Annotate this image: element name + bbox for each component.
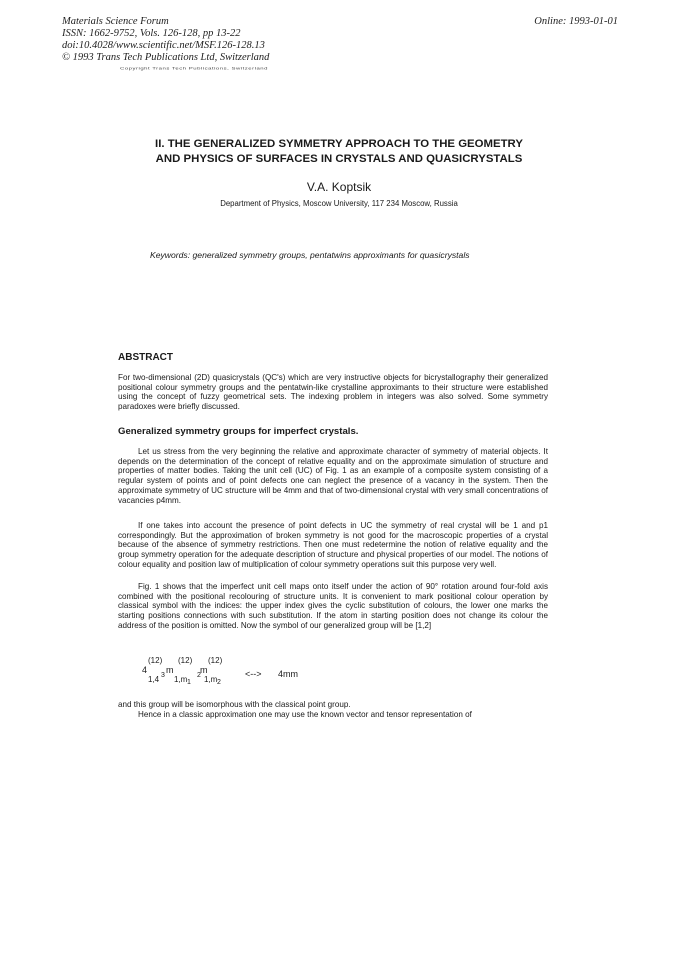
formula-arrow: <--> <box>245 669 262 679</box>
formula-lower-3: 1,m <box>204 675 218 684</box>
formula-result: 4mm <box>278 669 298 679</box>
abstract-text: For two-dimensional (2D) quasicrystals (QC's) which are very instructive objects for bicrystallography their generalized positional colour symmetry groups and the pentatwin-like crystalline approximants to their structure were established using the concept of fuzzy geometrical sets. The indexing problem in integers was also solved. Some symmetry paradoxes were briefly discussed. <box>118 373 548 412</box>
formula-sup-2: 2 <box>197 672 201 679</box>
formula-base-4: 4 <box>142 665 148 675</box>
formula-lower-2b: 1 <box>187 679 191 686</box>
journal-header <box>62 16 269 64</box>
formula-upper-1: (12) <box>148 656 163 665</box>
formula-lower-3b: 2 <box>217 679 221 686</box>
paragraph-4: and this group will be isomorphous with the classical point group. <box>118 700 351 709</box>
paragraph-1: Let us stress from the very beginning the relative and approximate character of symmetry of material objects. It depends on the determination of the concept of relative equality and on the approximate simulation of structure and properties of matter bodies. Taking the unit cell (UC) of Fig. 1 as an example of a composite system consisting of a regular system of points and of point defects one can neglect the presence of a vacancy in the system. Then the approximate symmetry of UC structure will be 4mm and that of two-dimensional crystal with very small concentrations of vacancies p4mm. <box>118 447 548 505</box>
paragraph-5: Hence in a classic approximation one may use the known vector and tensor representation of <box>138 710 472 719</box>
formula-upper-3: (12) <box>208 656 223 665</box>
keywords-label: Keywords: <box>150 250 191 260</box>
doi-line: doi:10.4028/www.scientific.net/MSF.126-128.13 <box>62 40 265 51</box>
section-heading: Generalized symmetry groups for imperfect crystals. <box>118 426 359 437</box>
formula-lower-2: 1,m <box>174 675 188 684</box>
copyright-strip: Copyright Trans Tech Publications, Switzerland <box>120 67 268 71</box>
author-name: V.A. Koptsik <box>306 180 372 194</box>
issn-line: ISSN: 1662-9752, Vols. 126-128, pp 13-22 <box>62 28 241 39</box>
formula-base-m1: m <box>166 665 174 675</box>
paragraph-2: If one takes into account the presence of point defects in UC the symmetry of real crystal will be 1 and p1 correspondingly. But the approximation of broken symmetry is not good for the macroscopic properties of a crystal because of the absence of symmetry restrictions. Then one must redetermine the notion of relative equality and the group symmetry operation for the adequate description of structure and physical properties of our model. The notions of colour equality and position law of multiplication of colour symmetry operations suit this purpose very well. <box>118 521 548 569</box>
online-date: Online: 1993-01-01 <box>534 16 618 27</box>
formula-upper-2: (12) <box>178 656 193 665</box>
copyright-line: © 1993 Trans Tech Publications Ltd, Switzerland <box>62 52 270 63</box>
title-line-1: II. THE GENERALIZED SYMMETRY APPROACH TO THE GEOMETRY <box>155 138 523 150</box>
abstract-heading: ABSTRACT <box>118 352 173 363</box>
author-affiliation: Department of Physics, Moscow University, 117 234 Moscow, Russia <box>220 199 458 208</box>
group-formula <box>142 656 442 696</box>
formula-sup-3: 3 <box>161 672 165 679</box>
keywords-line <box>150 250 470 260</box>
keywords-text: generalized symmetry groups, pentatwins approximants for quasicrystals <box>192 250 470 260</box>
formula-base-m2: m <box>200 665 208 675</box>
formula-lower-1: 1,4 <box>148 675 160 684</box>
paragraph-3: Fig. 1 shows that the imperfect unit cell maps onto itself under the action of 90° rotation around four-fold axis combined with the positional recolouring of structure units. It is convenient to mark positional colour operation by classical symbol with the indices: the upper index gives the cyclic substitution of colours, the lower one marks the starting positions connections with such substitution. If the atom in starting position does not change its colour the address of the position is omitted. Now the symbol of our generalized group will be [1,2] <box>118 582 548 630</box>
title-line-2: AND PHYSICS OF SURFACES IN CRYSTALS AND QUASICRYSTALS <box>155 153 523 165</box>
journal-name: Materials Science Forum <box>62 16 169 27</box>
article-title <box>100 137 578 167</box>
